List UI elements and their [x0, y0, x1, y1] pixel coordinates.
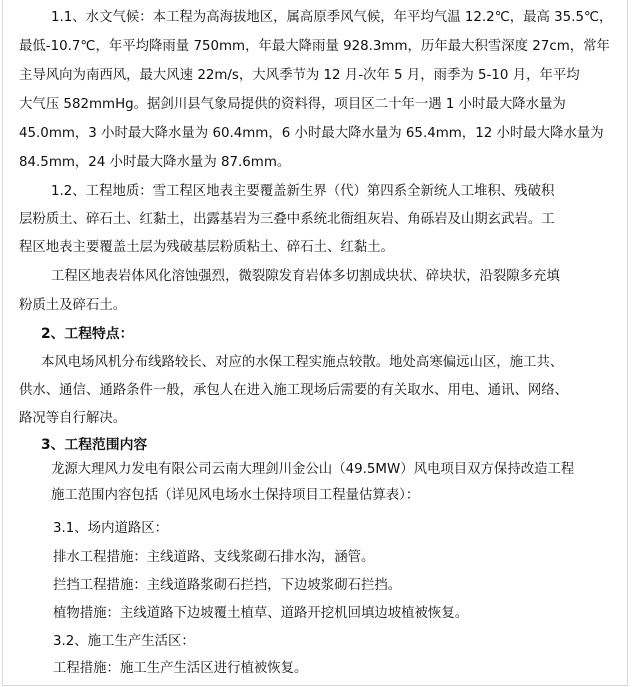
paragraph-3-line: 龙源大理风力发电有限公司云南大理剑川金公山（49.5MW）风电项目双方保持改造工程 [51, 462, 575, 477]
heading-3: 3、工程范围内容 [41, 437, 148, 453]
section-1-1-line: 1.1、水文气候：本工程为高海拔地区，属高原季风气候，年平均气温 12.2℃，最高 35.5℃， [51, 10, 613, 25]
section-1-1-line: 最低-10.7℃，年平均降雨量 750mm，年最大降雨量 928.3mm，历年最大积雪深度 27cm，常年 [19, 39, 610, 54]
paragraph-2-line: 供水、通信、通路条件一般，承包人在进入施工现场后需要的有关取水、用电、通讯、网络、 [19, 383, 569, 398]
paragraph-2-line: 路况等自行解决。 [19, 411, 127, 426]
subsection-3-1-item: 排水工程措施：主线道路、支线浆砌石排水沟，涵管。 [53, 550, 375, 565]
subsection-3-1-item: 拦挡工程措施：主线道路浆砌石拦挡，下边坡浆砌石拦挡。 [53, 578, 402, 593]
section-1-1-line: 84.5mm，24 小时最大降水量为 87.6mm。 [19, 155, 291, 170]
section-1-1-line: 主导风向为南西风，最大风速 22m/s，大风季节为 12 月-次年 5 月，雨季为 5-10 月，年平均 [19, 68, 580, 83]
heading-2: 2、工程特点： [41, 326, 134, 342]
paragraph-2-line: 本风电场风机分布线路较长、对应的水保工程实施点较散。地处高寒偏远山区，施工共、 [41, 355, 564, 370]
section-1-2b-line: 工程区地表岩体风化溶蚀强烈，微裂隙发育岩体多切割成块状、碎块状，沿裂隙多充填 [51, 269, 560, 284]
section-1-2-line: 1.2、工程地质：雪工程区地表主要覆盖新生界（代）第四系全新统人工堆积、残破积 [51, 184, 555, 199]
section-1-2b-line: 粉质土及碎石土。 [19, 298, 127, 313]
subsection-3-2-item: 工程措施：施工生产生活区进行植被恢复。 [53, 661, 308, 676]
document-frame [2, 0, 628, 686]
section-1-2-line: 层粉质土、碎石土、红黏土，出露基岩为三叠中系统北衙组灰岩、角砾岩及山期玄武岩。工 [19, 212, 555, 227]
subsection-3-1-item: 植物措施：主线道路下边坡覆土植草、道路开挖机回填边坡植被恢复。 [53, 606, 469, 621]
paragraph-3-line: 施工范围内容包括（详见风电场水土保持项目工程量估算表）： [51, 488, 420, 503]
subsection-3-2-heading: 3.2、施工生产生活区： [53, 634, 195, 649]
section-1-2-line: 程区地表主要覆盖土层为残破基层粉质粘土、碎石土、红黏土。 [19, 240, 394, 255]
section-1-1-line: 45.0mm，3 小时最大降水量为 60.4mm，6 小时最大降水量为 65.4mm，12 小时最大降水量为 [19, 126, 604, 141]
subsection-3-1-heading: 3.1、场内道路区： [53, 521, 169, 536]
section-1-1-line: 大气压 582mmHg。据剑川县气象局提供的资料得，项目区二十年一遇 1 小时最大降水量为 [19, 97, 566, 112]
